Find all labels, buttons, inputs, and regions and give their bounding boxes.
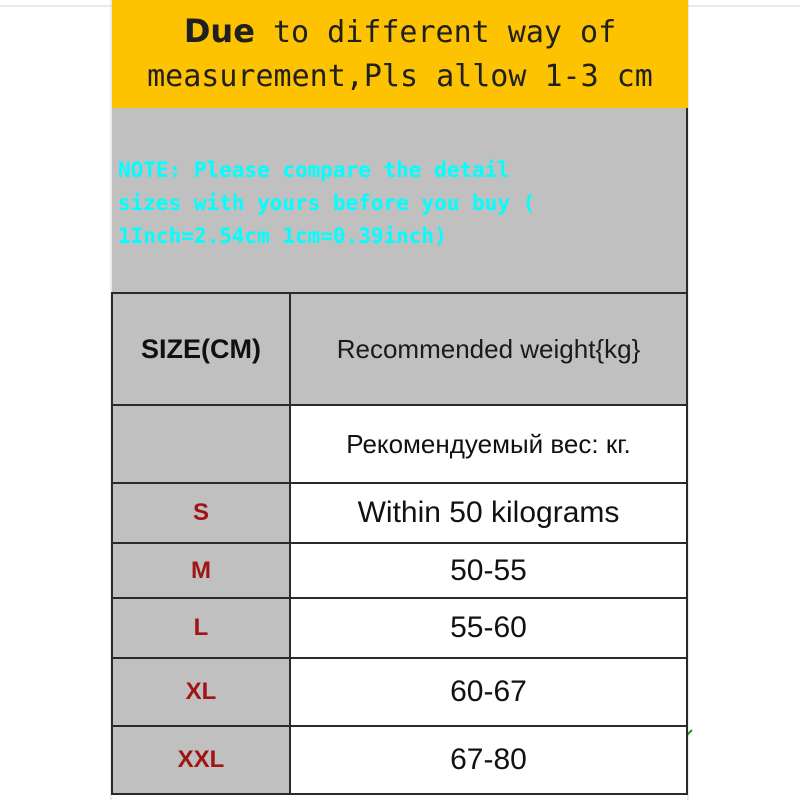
- size-label: XXL: [112, 726, 290, 794]
- table-row: [112, 543, 687, 598]
- header-size: SIZE(CM): [112, 293, 290, 405]
- size-compare-note: NOTE: Please compare the detail sizes with yours before you buy ( 1Inch=2.54cm 1cm=0.39inch): [112, 108, 688, 292]
- weight-value: 55-60: [290, 598, 687, 658]
- size-label: XL: [112, 658, 290, 726]
- banner-line-1: [184, 9, 616, 55]
- empty-size-cell: [112, 405, 290, 483]
- banner-bold-word: Due: [183, 12, 255, 50]
- weight-value: 50-55: [290, 543, 687, 598]
- weight-value: 67-80: [290, 726, 687, 794]
- table-row: [112, 598, 687, 658]
- table-row: [112, 726, 687, 794]
- table-row: [112, 658, 687, 726]
- weight-value: 60-67: [290, 658, 687, 726]
- measurement-notice-banner: [112, 0, 688, 108]
- banner-line-1-text: to different way of: [254, 15, 617, 50]
- table-header-row: [112, 293, 687, 405]
- header-recommended-weight: Recommended weight{kg}: [290, 293, 687, 405]
- table-row: [112, 483, 687, 543]
- size-label: M: [112, 543, 290, 598]
- size-chart-table: [111, 292, 688, 795]
- table-row-russian-label: [112, 405, 687, 483]
- russian-weight-label: Рекомендуемый вес: кг.: [290, 405, 687, 483]
- size-label: L: [112, 598, 290, 658]
- banner-line-2: measurement,Pls allow 1-3 cm: [147, 59, 653, 94]
- size-label: S: [112, 483, 290, 543]
- weight-value: Within 50 kilograms: [290, 483, 687, 543]
